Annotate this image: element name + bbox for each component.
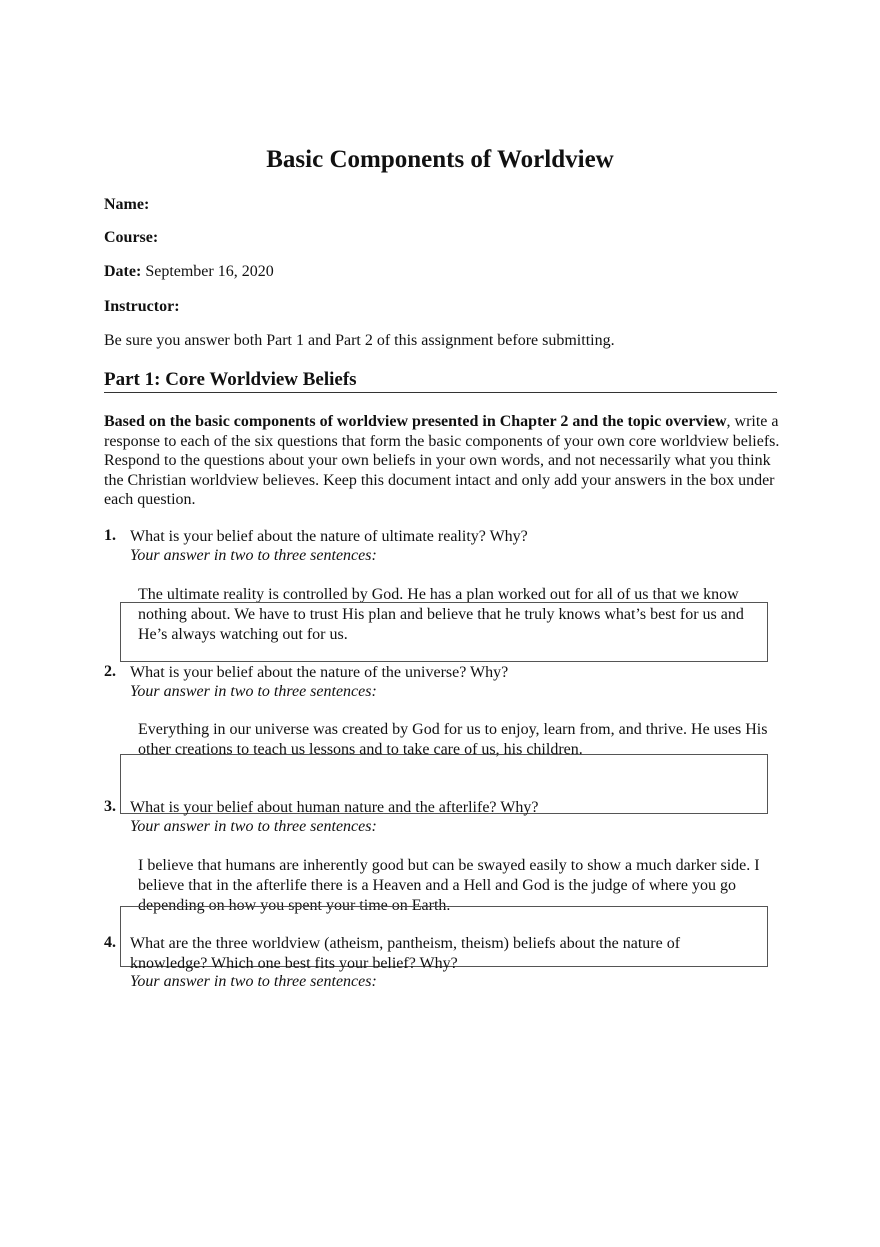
instructor-field	[104, 298, 180, 316]
question-text: What is your belief about the nature of ultimate reality? Why?	[130, 528, 528, 545]
answer-text[interactable]: The ultimate reality is controlled by God. He has a plan worked out for all of us that we know nothing about. We have to trust His plan and believe that he truly knows what’s best for us and He’s always watching out for us.	[138, 586, 744, 643]
submission-instruction: Be sure you answer both Part 1 and Part 2 of this assignment before submitting.	[104, 332, 615, 349]
answer-text[interactable]: I believe that humans are inherently good but can be swayed easily to show a much darker side. I believe that in the afterlife there is a Heaven and a Hell and God is the judge of where you go depending on how you spent your time on Earth.	[138, 857, 760, 914]
date-label: Date:	[104, 263, 142, 280]
instructor-label: Instructor:	[104, 298, 180, 315]
answer-text[interactable]: Everything in our universe was created by God for us to enjoy, learn from, and thrive. He uses His other creations to teach us lessons and to take care of us, his children.	[138, 721, 768, 758]
intro-bold-text: Based on the basic components of worldview presented in Chapter 2 and the topic overview	[104, 413, 727, 430]
date-field	[104, 263, 274, 281]
question-number: 2.	[104, 663, 116, 680]
answer-prompt: Your answer in two to three sentences:	[130, 973, 377, 990]
date-value: September 16, 2020	[145, 263, 274, 280]
page-title: Basic Components of Worldview	[266, 146, 614, 173]
part1-intro	[104, 412, 780, 510]
question-text: What is your belief about the nature of the universe? Why?	[130, 664, 509, 681]
part1-heading: Part 1: Core Worldview Beliefs	[104, 369, 357, 390]
course-label: Course:	[104, 229, 159, 246]
name-label: Name:	[104, 196, 150, 213]
heading-underline	[104, 392, 777, 393]
question-text: What are the three worldview (atheism, pantheism, theism) beliefs about the nature of knowledge? Which one best fits your belief? Why?	[130, 935, 681, 972]
answer-box[interactable]	[120, 602, 768, 662]
course-field	[104, 229, 158, 247]
name-field	[104, 196, 149, 214]
question-number: 1.	[104, 527, 116, 544]
intro-text: , write a response to each of the six questions that form the basic components of your own core worldview beliefs. Respond to the questions about your own beliefs in your own words, and not necessarily what you think the Christian worldview believes. Keep this document intact and only add your answers in the box under each question.	[104, 413, 780, 508]
question-number: 3.	[104, 798, 116, 815]
question-number: 4.	[104, 934, 116, 951]
answer-prompt: Your answer in two to three sentences:	[130, 547, 377, 564]
question-text: What is your belief about human nature and the afterlife? Why?	[130, 799, 539, 816]
answer-prompt: Your answer in two to three sentences:	[130, 683, 377, 700]
answer-prompt: Your answer in two to three sentences:	[130, 818, 377, 835]
